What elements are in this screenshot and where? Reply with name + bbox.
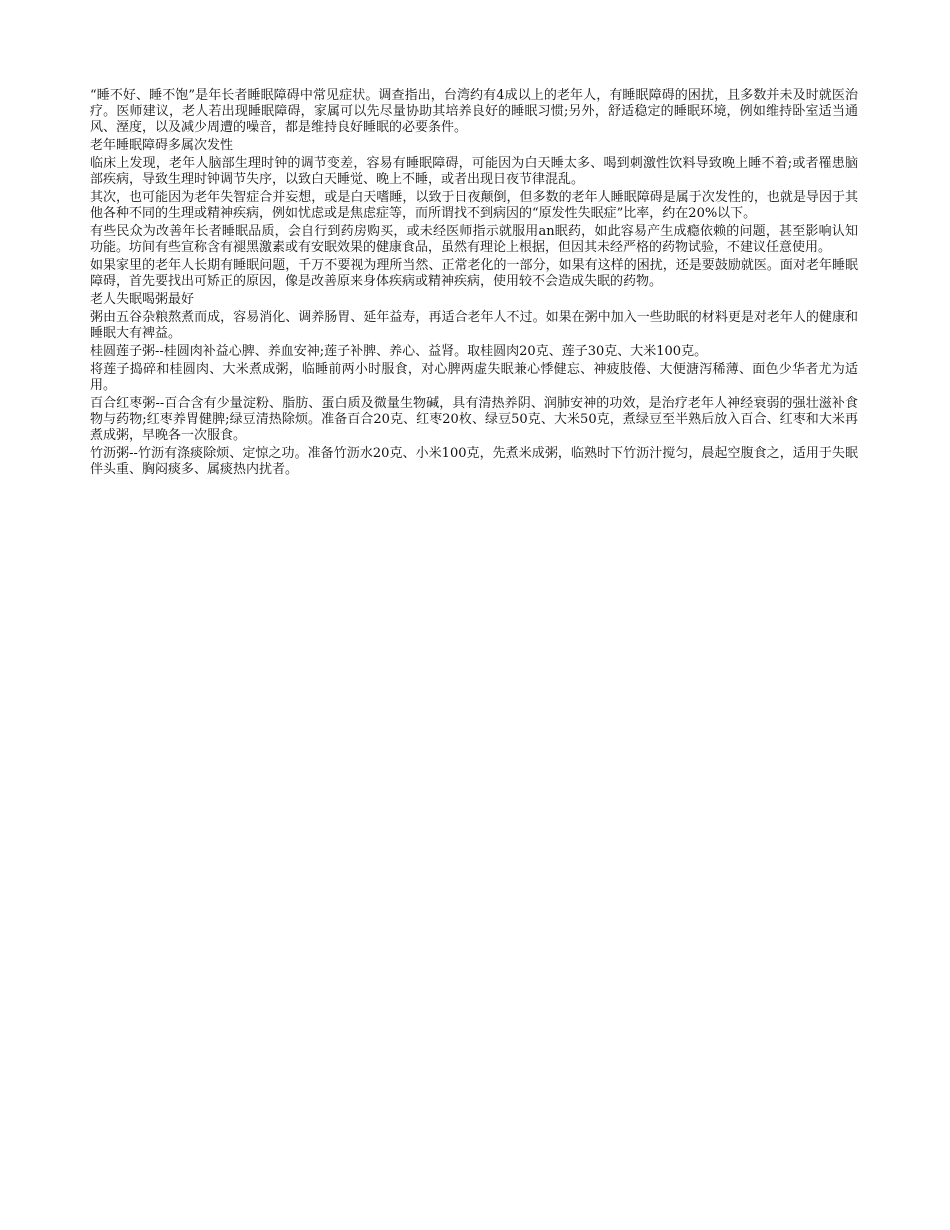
paragraph-bamboo-juice-porridge: 竹沥粥--竹沥有涤痰除烦、定惊之功。准备竹沥水20克、小米100克，先煮米成粥，临熟时下竹沥汁搅匀，晨起空腹食之，适用于失眠伴头重、胸闷痰多、属痰热内扰者。: [90, 446, 858, 477]
article-body: [90, 88, 858, 480]
paragraph-intro: “睡不好、睡不饱”是年长者睡眠障碍中常见症状。调查指出，台湾约有4成以上的老年人，有睡眠障碍的困扰，且多数并未及时就医治疗。医师建议，老人若出现睡眠障碍，家属可以先尽量协助其培养良好的睡眠习惯;另外，舒适稳定的睡眠环境，例如维持卧室适当通风、溼度，以及减少周遭的噪音，都是维持良好睡眠的必要条件。: [90, 88, 858, 135]
paragraph-seek-treatment: 如果家里的老年人长期有睡眠问题，千万不要视为理所当然、正常老化的一部分，如果有这样的困扰，还是要鼓励就医。面对老年睡眠障碍，首先要找出可矫正的原因，像是改善原来身体疾病或精神疾病，使用较不会造成失眠的药物。: [90, 258, 858, 289]
paragraph-porridge-intro: 粥由五谷杂粮熬煮而成，容易消化、调养肠胃、延年益寿，再适合老年人不过。如果在粥中加入一些助眠的材料更是对老年人的健康和睡眠大有裨益。: [90, 310, 858, 341]
paragraph-longan-lotus-method: 将莲子捣碎和桂圆肉、大米煮成粥，临睡前两小时服食，对心脾两虚失眠兼心悸健忘、神疲肢倦、大便溏泻稀薄、面色少华者尤为适用。: [90, 362, 858, 393]
section-heading-porridge: 老人失眠喝粥最好: [90, 292, 195, 307]
paragraph-secondary-causes: 其次，也可能因为老年失智症合并妄想，或是白天嗜睡，以致于日夜颠倒，但多数的老年人睡眠障碍是属于次发性的，也就是导因于其他各种不同的生理或精神疾病，例如忧虑或是焦虑症等，而所谓找不到病因的“原发性失眠症”比率，约在20%以下。: [90, 190, 858, 221]
paragraph-medication-warning: 有些民众为改善年长者睡眠品质，会自行到药房购买，或未经医师指示就服用an眠药，如此容易产生成瘾依赖的问题，甚至影响认知功能。坊间有些宣称含有褪黑激素或有安眠效果的健康食品，虽然有理论上根据，但因其未经严格的药物试验，不建议任意使用。: [90, 224, 858, 255]
paragraph-longan-lotus-porridge: 桂圆莲子粥--桂圆肉补益心脾、养血安神;莲子补脾、养心、益肾。取桂圆肉20克、莲子30克、大米100克。: [90, 344, 708, 359]
section-heading-secondary-insomnia: 老年睡眠障碍多属次发性: [90, 138, 234, 153]
paragraph-lily-jujube-porridge: 百合红枣粥--百合含有少量淀粉、脂肪、蛋白质及微量生物碱，具有清热养阴、润肺安神的功效，是治疗老年人神经衰弱的强壮滋补食物与药物;红枣养胃健脾;绿豆清热除烦。准备百合20克、红枣20枚、绿豆50克、大米50克，煮绿豆至半熟后放入百合、红枣和大米再煮成粥，早晚各一次服食。: [90, 396, 858, 443]
paragraph-clinical-findings: 临床上发现，老年人脑部生理时钟的调节变差，容易有睡眠障碍，可能因为白天睡太多、喝到刺激性饮料导致晚上睡不着;或者罹患脑部疾病，导致生理时钟调节失序，以致白天睡觉、晚上不睡，或者出现日夜节律混乱。: [90, 156, 858, 187]
